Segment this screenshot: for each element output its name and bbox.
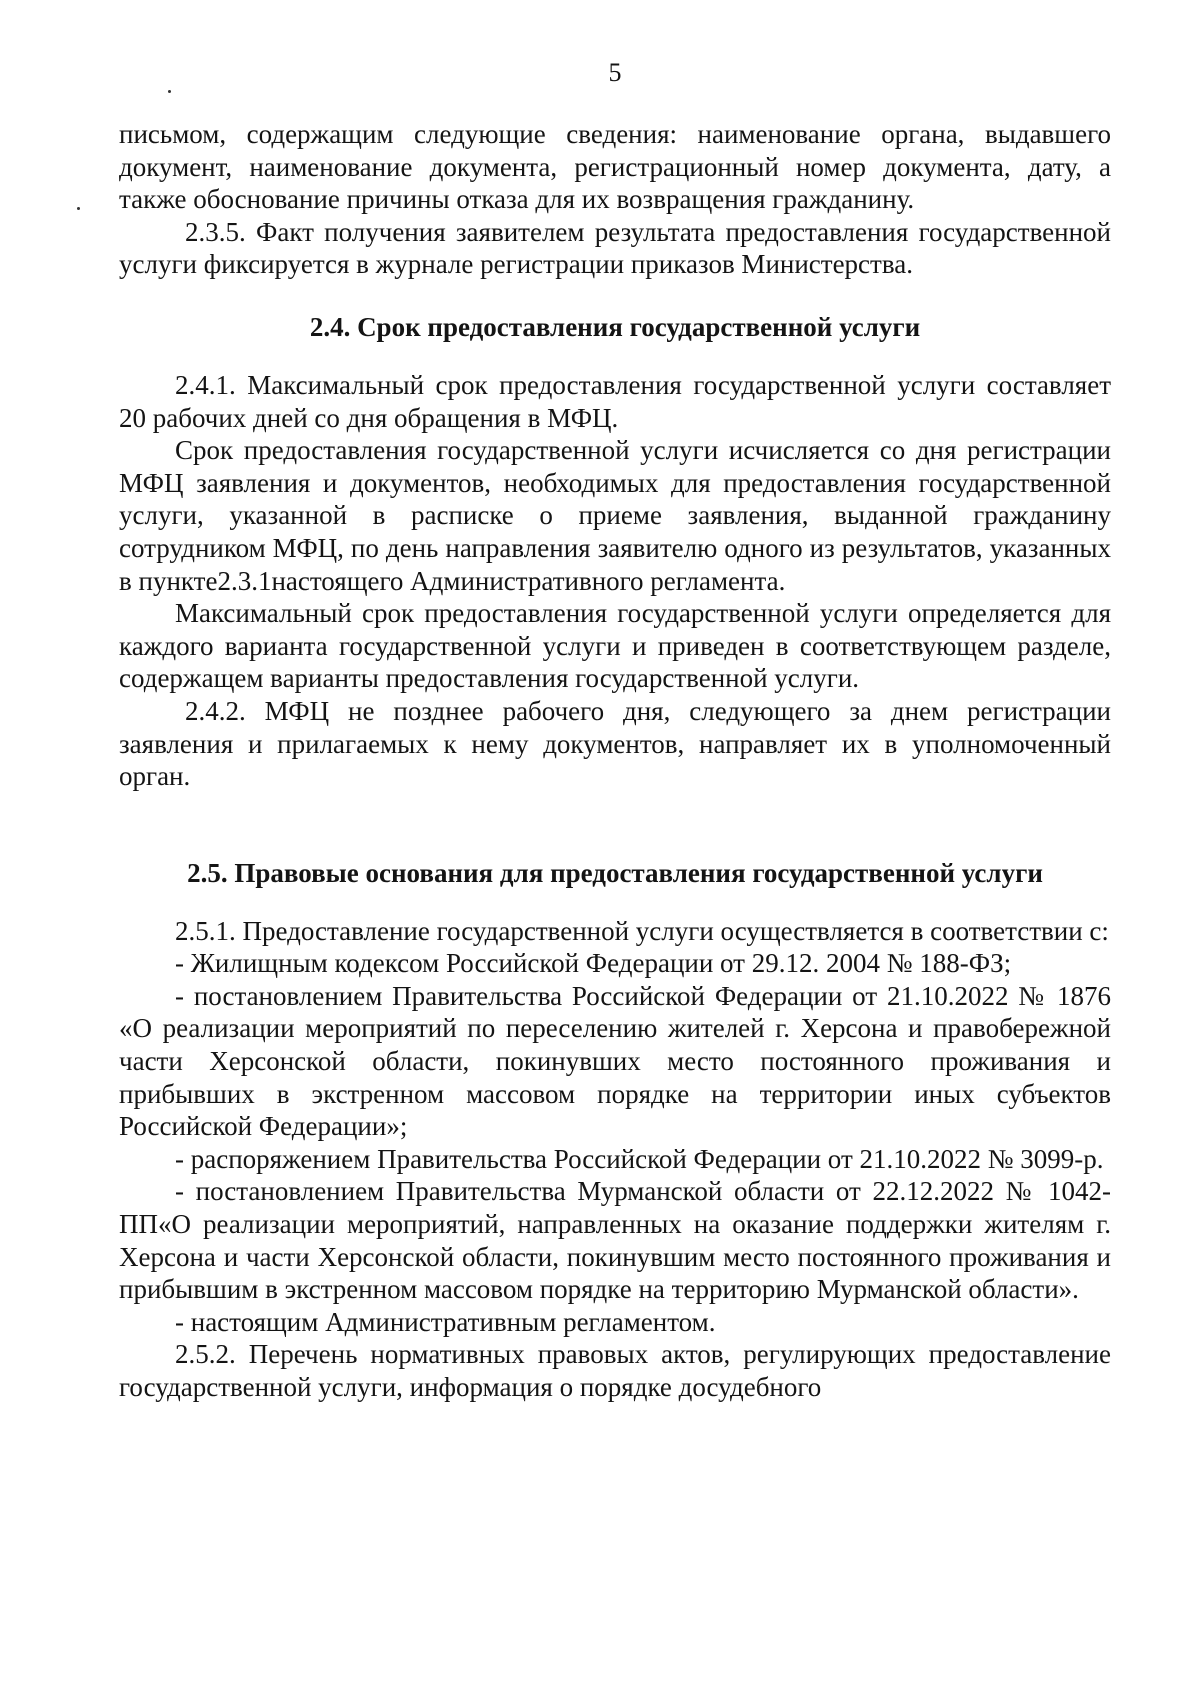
spacer — [119, 281, 1111, 311]
spacer — [119, 889, 1111, 915]
paragraph: 2.4.1. Максимальный срок предоставления государственной услуги составляет 20 рабочих дней со дня обращения в МФЦ. — [119, 369, 1111, 433]
list-item: - постановлением Правительства Мурманской области от 22.12.2022 № 1042-ПП«О реализации мероприятий, направленных на оказание поддержки жителям г. Херсона и части Херсонской области, покинувшим место постоянного проживания и прибывшим в экстренном массовом порядке на территорию Мурманской области». — [119, 1176, 1111, 1305]
paragraph: Срок предоставления государственной услуги исчисляется со дня регистрации МФЦ заявления и документов, необходимых для предоставления государственной услуги, указанной в расписке о приеме заявления, выданной гражданину сотрудником МФЦ, по день направления заявителю одного из результатов, указанных в пункте2.3.1настоящего Административного регламента. — [119, 435, 1111, 596]
spacer — [119, 793, 1111, 857]
section-heading-2-4: 2.4. Срок предоставления государственной услуги — [309, 311, 921, 342]
paragraph: письмом, содержащим следующие сведения: наименование органа, выдавшего документ, наименование документа, регистрационный номер документа, дату, а также обоснование причины отказа для их возвращения гражданину. — [119, 119, 1111, 215]
paragraph: Максимальный срок предоставления государственной услуги определяется для каждого варианта государственной услуги и приведен в соответствующем разделе, содержащем варианты предоставления государственной услуги. — [119, 598, 1111, 694]
page-number: 5 — [608, 58, 622, 87]
paragraph: 2.5.2. Перечень нормативных правовых актов, регулирующих предоставление государственной услуги, информация о порядке досудебного — [119, 1339, 1111, 1402]
section-heading-2-5: 2.5. Правовые основания для предоставления государственной услуги — [187, 857, 1043, 888]
paragraph: 2.5.1. Предоставление государственной услуги осуществляется в соответствии с: — [175, 915, 1109, 946]
paragraph: 2.4.2. МФЦ не позднее рабочего дня, следующего за днем регистрации заявления и прилагаемых к нему документов, направляет их в уполномоченный орган. — [119, 695, 1111, 792]
list-item: - распоряжением Правительства Российской Федерации от 21.10.2022 № 3099-р. — [175, 1143, 1104, 1174]
document-body — [119, 118, 1111, 1404]
list-item: - постановлением Правительства Российской Федерации от 21.10.2022 № 1876 «О реализации мероприятий по переселению жителей г. Херсона и правобережной части Херсонской области, покинувших место постоянного проживания и прибывших в экстренном массовом порядке на территории иных субъектов Российской Федерации»; — [119, 980, 1111, 1142]
list-item: - Жилищным кодексом Российской Федерации от 29.12. 2004 № 188-ФЗ; — [175, 948, 1012, 979]
list-item: - настоящим Административным регламентом. — [175, 1306, 716, 1337]
scan-speck — [168, 90, 171, 93]
spacer — [119, 343, 1111, 369]
scan-speck — [77, 207, 80, 210]
paragraph: 2.3.5. Факт получения заявителем результата предоставления государственной услуги фиксируется в журнале регистрации приказов Министерства. — [119, 216, 1111, 280]
